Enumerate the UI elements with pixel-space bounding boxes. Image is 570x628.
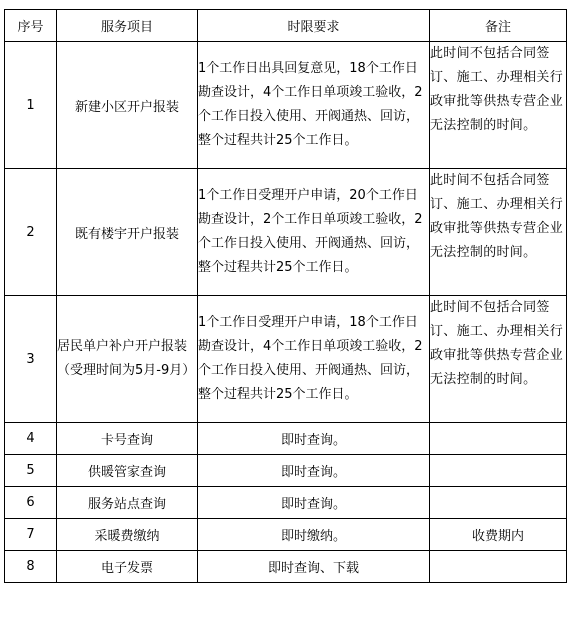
table-row: [5, 551, 567, 583]
row-service-item: 既有楼宇开户报装: [57, 169, 198, 296]
row-service-item: 采暖费缴纳: [57, 519, 198, 551]
table-row: [5, 455, 567, 487]
row-remarks: 此时间不包括合同签订、施工、办理相关行政审批等供热专营企业无法控制的时间。: [430, 169, 567, 296]
table-row: [5, 296, 567, 423]
row-remarks: 此时间不包括合同签订、施工、办理相关行政审批等供热专营企业无法控制的时间。: [430, 296, 567, 423]
row-remarks: 此时间不包括合同签订、施工、办理相关行政审批等供热专营企业无法控制的时间。: [430, 42, 567, 169]
row-time-requirement: 即时查询、下载: [198, 551, 430, 583]
row-remarks: [430, 487, 567, 519]
row-remarks: 收费期内: [430, 519, 567, 551]
row-seq: 1: [5, 42, 57, 169]
header-seq: 序号: [5, 10, 57, 42]
row-service-item: 供暖管家查询: [57, 455, 198, 487]
row-seq: 3: [5, 296, 57, 423]
row-time-requirement: 即时查询。: [198, 455, 430, 487]
row-service-item: 服务站点查询: [57, 487, 198, 519]
row-time-requirement: 1个工作日受理开户申请，18个工作日勘查设计，4个工作日单项竣工验收，2个工作日投入使用、开阀通热、回访，整个过程共计25个工作日。: [198, 296, 430, 423]
service-table: [4, 9, 567, 583]
table-row: [5, 42, 567, 169]
row-seq: 7: [5, 519, 57, 551]
row-seq: 5: [5, 455, 57, 487]
header-time-requirement: 时限要求: [198, 10, 430, 42]
header-remarks: 备注: [430, 10, 567, 42]
row-service-item: 卡号查询: [57, 423, 198, 455]
row-seq: 4: [5, 423, 57, 455]
row-seq: 2: [5, 169, 57, 296]
table-row: [5, 423, 567, 455]
header-service-item: 服务项目: [57, 10, 198, 42]
row-service-item: 电子发票: [57, 551, 198, 583]
row-seq: 8: [5, 551, 57, 583]
table-header-row: [5, 10, 567, 42]
table-row: [5, 519, 567, 551]
table-row: [5, 487, 567, 519]
row-seq: 6: [5, 487, 57, 519]
row-time-requirement: 即时查询。: [198, 487, 430, 519]
row-time-requirement: 1个工作日受理开户申请，20个工作日勘查设计，2个工作日单项竣工验收，2个工作日投入使用、开阀通热、回访，整个过程共计25个工作日。: [198, 169, 430, 296]
row-remarks: [430, 423, 567, 455]
row-time-requirement: 1个工作日出具回复意见，18个工作日勘查设计，4个工作日单项竣工验收，2个工作日投入使用、开阀通热、回访，整个过程共计25个工作日。: [198, 42, 430, 169]
row-service-item: 新建小区开户报装: [57, 42, 198, 169]
row-time-requirement: 即时查询。: [198, 423, 430, 455]
row-time-requirement: 即时缴纳。: [198, 519, 430, 551]
row-service-item: 居民单户补户开户报装（受理时间为5月-9月）: [57, 296, 198, 423]
row-remarks: [430, 455, 567, 487]
row-remarks: [430, 551, 567, 583]
table-row: [5, 169, 567, 296]
